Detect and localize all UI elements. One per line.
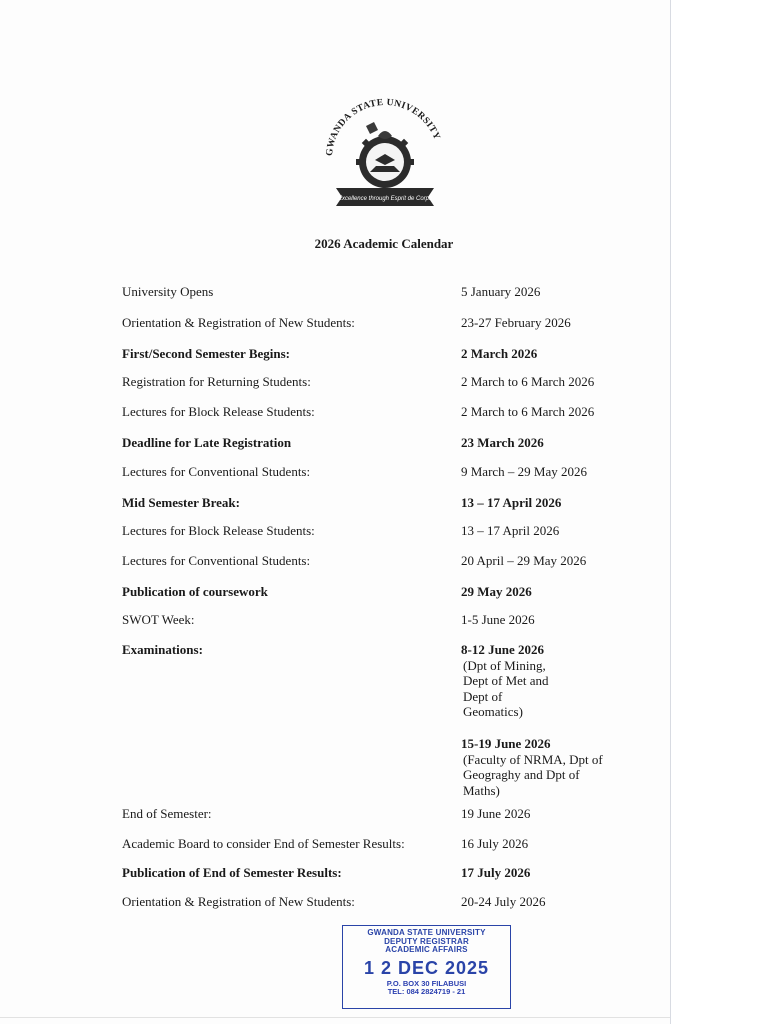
registrar-stamp <box>342 925 511 1009</box>
university-logo <box>318 96 452 216</box>
event-label: Lectures for Conventional Students: <box>122 553 311 568</box>
event-label: Publication of End of Semester Results: <box>122 865 342 880</box>
event-date: 2 March to 6 March 2026 <box>461 374 595 389</box>
event-label: First/Second Semester Begins: <box>122 346 291 361</box>
event-date: 20-24 July 2026 <box>461 894 546 909</box>
stamp-line: GWANDA STATE UNIVERSITY <box>367 928 486 937</box>
event-label: Lectures for Block Release Students: <box>122 523 315 538</box>
logo-motto: Excellence through Esprit de Corps <box>337 196 433 202</box>
exam-date: 8-12 June 2026 <box>461 642 545 657</box>
scan-edge-line <box>670 0 671 1024</box>
event-date: 9 March – 29 May 2026 <box>461 464 588 479</box>
event-label: Orientation & Registration of New Students: <box>122 894 355 909</box>
stamp-line: ACADEMIC AFFAIRS <box>385 945 468 954</box>
event-label: Lectures for Block Release Students: <box>122 404 315 419</box>
exam-date: 15-19 June 2026 <box>461 736 551 751</box>
event-label: End of Semester: <box>122 806 212 821</box>
stamp-date: 1 2 DEC 2025 <box>363 957 490 978</box>
calendar-title: 2026 Academic Calendar <box>314 236 454 251</box>
event-label: Examinations: <box>122 642 203 657</box>
event-label: Deadline for Late Registration <box>122 435 292 450</box>
event-date: 16 July 2026 <box>461 836 529 851</box>
event-date: 13 – 17 April 2026 <box>461 523 560 538</box>
event-date: 17 July 2026 <box>461 865 531 880</box>
exam-period-1 <box>461 642 549 720</box>
event-date: 20 April – 29 May 2026 <box>461 553 587 568</box>
stamp-address: P.O. BOX 30 FILABUSI <box>386 978 467 988</box>
event-date: 19 June 2026 <box>461 806 531 821</box>
event-label: Lectures for Conventional Students: <box>122 464 311 479</box>
event-label: Publication of coursework <box>122 584 268 599</box>
event-label: Orientation & Registration of New Students: <box>122 315 355 330</box>
event-date: 2 March to 6 March 2026 <box>461 404 595 419</box>
stamp-line: DEPUTY REGISTRAR <box>384 936 469 946</box>
exam-departments: (Faculty of NRMA, Dpt of Geograghy and Dpt of Maths) <box>463 751 603 798</box>
event-date: 13 – 17 April 2026 <box>461 495 562 510</box>
event-label: Registration for Returning Students: <box>122 374 311 389</box>
event-date: 23 March 2026 <box>461 435 544 450</box>
event-label: Mid Semester Break: <box>122 495 240 510</box>
stamp-telephone: TEL: 084 2824719 - 21 <box>387 986 466 996</box>
event-date: 29 May 2026 <box>461 584 532 599</box>
logo-arc-text: GWANDA STATE UNIVERSITY <box>324 97 442 157</box>
page-bottom-edge <box>0 1017 670 1018</box>
event-label: Academic Board to consider End of Semester Results: <box>122 836 405 851</box>
event-date: 23-27 February 2026 <box>461 315 571 330</box>
exam-departments: (Dpt of Mining, Dept of Met and Dept of Geomatics) <box>463 657 549 719</box>
event-label: University Opens <box>122 284 214 299</box>
event-label: SWOT Week: <box>122 612 195 627</box>
event-date: 2 March 2026 <box>461 346 538 361</box>
event-date: 1-5 June 2026 <box>461 612 535 627</box>
event-date: 5 January 2026 <box>461 284 541 299</box>
exam-period-2 <box>461 736 603 798</box>
